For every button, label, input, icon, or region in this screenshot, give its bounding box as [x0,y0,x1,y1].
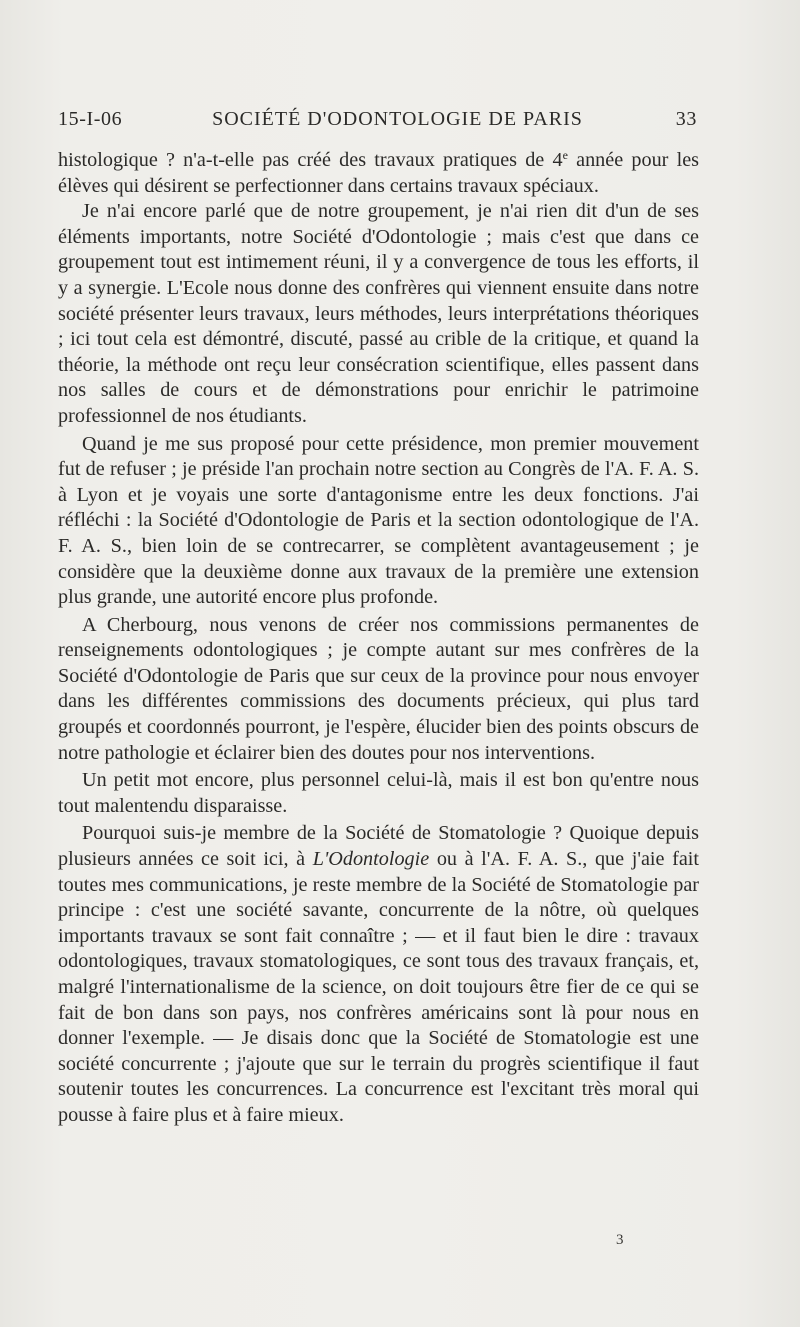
paragraph-1-text: histologique ? n'a-t-elle pas créé des travaux pratiques de 4 [58,149,563,171]
body-text [58,148,699,1129]
paragraph-6-text: Pourquoi suis-je membre de la Société de Stomatologie ? Quoique depuis plusieurs années ce soit ici, à [58,822,699,871]
paragraph-2: Je n'ai encore parlé que de notre groupement, je n'ai rien dit d'un de ses éléments importants, notre Société d'Odontologie ; mais c'est que dans ce groupement tout est intimement réuni, il y a convergence de tous les efforts, il y a synergie. L'Ecole nous donne des confrères qui viennent ensuite dans notre société présenter leurs travaux, leurs méthodes, leurs interprétations théoriques ; ici tout cela est démontré, discuté, passé au crible de la critique, et quand la théorie, la méthode ont reçu leur consécration scientifique, elles passent dans nos salles de cours et de démonstrations pour enrichir le patrimoine professionnel de nos étudiants. [58,200,699,427]
journal-title: L'Odontologie [312,848,430,871]
signature-mark: 3 [616,1232,624,1248]
paragraph-1-superscript: e [562,148,568,162]
paragraph-3: Quand je me sus proposé pour cette présidence, mon premier mouvement fut de refuser ; je préside l'an prochain notre section au Congrès de l'A. F. A. S. à Lyon et je voyais une sorte d'antagonisme entre les deux fonctions. J'ai réfléchi : la Société d'Odontologie de Paris et la section odontologique de l'A. F. A. S., bien loin de se contrecarrer, se complètent avantageusement ; je considère que la deuxième donne aux travaux de la première une extension plus grande, une autorité encore plus profonde. [58,432,699,609]
paragraph-1-text-end: année pour les élèves qui désirent se perfectionner dans certains travaux spéciaux. [58,149,700,197]
header-title: SOCIÉTÉ D'ODONTOLOGIE DE PARIS [212,108,583,130]
paragraph-1 [58,148,699,199]
paragraph-4: A Cherbourg, nous venons de créer nos commissions permanentes de renseignements odontologiques ; je compte autant sur mes confrères de la Société d'Odontologie de Paris que sur ceux de la province pour nous envoyer dans les différentes commissions des documents précieux, qui plus tard groupés et coordonnés pourront, je l'espère, élucider bien des points obscurs de notre pathologie et éclairer bien des doutes pour nos interventions. [58,613,699,764]
paragraph-5: Un petit mot encore, plus personnel celui-là, mais il est bon qu'entre nous tout malentendu disparaisse. [58,769,699,817]
running-header [58,108,697,138]
paragraph-6 [58,821,699,1128]
header-date: 15-I-06 [58,108,123,130]
page-number: 33 [675,108,697,130]
paragraph-6-text-end: ou à l'A. F. A. S., que j'aie fait toutes mes communications, je reste membre de la Société de Stomatologie par principe : c'est une société savante, concurrente de la nôtre, où quelques importants travaux se sont fait connaître ; — et il faut bien le dire : travaux odontologiques, travaux stomatologiques, ce sont tous des travaux français, et, malgré l'internationalisme de la science, on doit toujours être fier de ce qui se fait de bon dans son pays, nos confrères américains sont là pour nous en donner l'exemple. — Je disais donc que la Société de Stomatologie est une société concurrente ; j'ajoute que sur le terrain du progrès scientifique il faut soutenir toutes les concurrences. La concurrence est l'excitant très moral qui pousse à faire plus et à faire mieux. [58,848,699,1126]
